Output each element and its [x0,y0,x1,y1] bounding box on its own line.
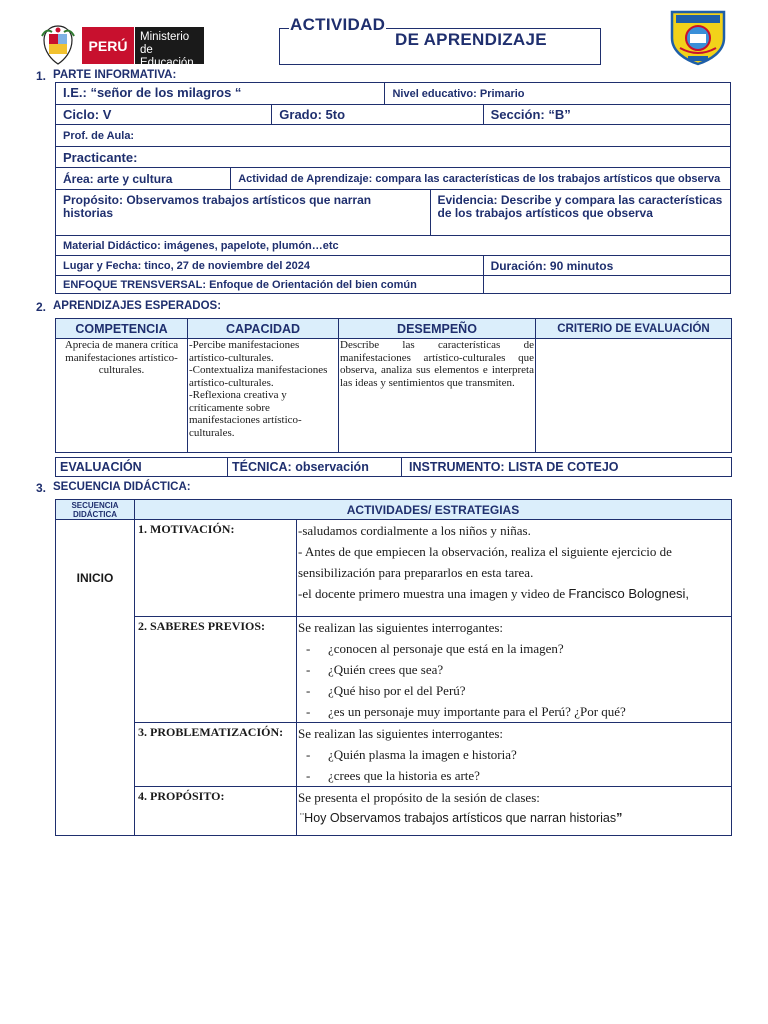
step-proposito: 4. PROPÓSITO: [135,787,297,836]
lugar-fecha-field: Lugar y Fecha: tinco, 27 de noviembre del 2024 [56,256,484,276]
content-line [298,583,730,604]
bullet-item: - ¿es un personaje muy importante para el Perú? ¿Por qué? [306,704,626,719]
capacidad-item: -Contextualiza manifestaciones artístico-culturales. [189,364,328,389]
content-line: -saludamos cordialmente a los niños y niñas. [298,523,531,538]
quote-end: ” [616,811,623,825]
evidencia-field: Evidencia: Describe y compara las características de los trabajos artísticos que observa [430,190,731,236]
ministry-line1: Ministerio de [140,31,190,56]
instrumento-field: INSTRUMENTO: LISTA DE COTEJO [402,458,732,477]
capacidad-cell [188,339,339,453]
header-competencia: COMPETENCIA [56,319,188,339]
grado-field: Grado: 5to [272,105,483,125]
section3-number: 3. [36,481,47,495]
info-table [55,82,731,294]
proposito-field: Propósito: Observamos trabajos artísticos que narran historias [56,190,431,236]
header-desempeno: DESEMPEÑO [339,319,536,339]
ciclo-field: Ciclo: V [56,105,272,125]
aprendizajes-table [55,318,732,453]
section1-number: 1. [36,69,47,83]
bullet-text: ¿Quién plasma la imagen e historia? [328,747,517,762]
ministry-line2: Educación [140,57,194,69]
duracion-field: Duración: 90 minutos [483,256,730,276]
prof-field: Prof. de Aula: [56,125,731,147]
bullet-item: - ¿conocen al personaje que está en la imagen? [306,641,564,656]
content-line-start: -el docente primero muestra una imagen y video de [298,586,569,601]
enfoque-field: ENFOQUE TRENSVERSAL: Enfoque de Orientación del bien común [56,276,484,294]
saberes-content [297,617,732,723]
section2-title: APRENDIZAJES ESPERADOS: [53,300,222,312]
header-criterio: CRITERIO DE EVALUACIÓN [536,319,732,339]
header-secuencia-line2: DIDÁCTICA [73,509,117,519]
nivel-field: Nivel educativo: Primario [385,83,731,105]
title-line1: ACTIVIDAD [290,15,386,34]
bullet-text: ¿Quién crees que sea? [328,662,444,677]
area-field: Área: arte y cultura [56,168,231,190]
ministry-logo [135,27,204,69]
section2-number: 2. [36,300,47,314]
peru-coat-of-arms-icon [40,24,76,66]
criterio-cell [536,339,732,453]
bullet-item: - ¿crees que la historia es arte? [306,768,480,783]
ie-field: I.E.: “señor de los milagros “ [56,83,385,105]
quote-text: ¨Hoy Observamos trabajos artísticos que narran historias [300,811,617,825]
motivacion-content [297,520,732,617]
content-intro: Se realizan las siguientes interrogantes: [298,620,504,635]
header-secuencia [56,500,135,520]
phase-inicio: INICIO [56,520,135,836]
header-secuencia-line1: SECUENCIA [71,500,119,510]
bullet-item: - ¿Quién plasma la imagen e historia? [306,747,517,762]
school-crest-icon [668,8,728,66]
bullet-text: ¿Qué hiso por el del Perú? [328,683,466,698]
title-line2: DE APRENDIZAJE [395,30,547,49]
material-field: Material Didáctico: imágenes, papelote, plumón…etc [56,236,731,256]
bullet-text: ¿crees que la historia es arte? [328,768,480,783]
proposito-quote [298,808,730,829]
step-motivacion: 1. MOTIVACIÓN: [135,520,297,617]
bullet-item: - ¿Qué hiso por el del Perú? [306,683,466,698]
content-line: - Antes de que empiecen la observación, realiza el siguiente ejercicio de sensibilización para prepararlos en esta tarea. [298,544,672,580]
content-intro: Se presenta el propósito de la sesión de clases: [298,790,540,805]
proposito-content [297,787,732,836]
header-capacidad: CAPACIDAD [188,319,339,339]
competencia-cell: Aprecia de manera crítica manifestaciones artístico-culturales. [56,339,188,453]
secuencia-table [55,499,732,836]
content-line-tail: Francisco Bolognesi, [568,586,690,601]
actividad-field: Actividad de Aprendizaje: compara las características de los trabajos artísticos que observa [231,168,731,190]
step-problematizacion: 3. PROBLEMATIZACIÓN: [135,723,297,787]
capacidad-item: -Percibe manifestaciones artístico-culturales. [189,339,300,364]
bullet-text: ¿es un personaje muy importante para el Perú? ¿Por qué? [328,704,626,719]
bullet-item: - ¿Quién crees que sea? [306,662,444,677]
enfoque-empty-cell [483,276,730,294]
evaluacion-table [55,457,732,477]
section3-title: SECUENCIA DIDÁCTICA: [53,481,191,493]
bullet-text: ¿conocen al personaje que está en la imagen? [328,641,564,656]
tecnica-field: TÉCNICA: observación [228,458,402,477]
capacidad-item: -Reflexiona creativa y críticamente sobre manifestaciones artístico-culturales. [189,389,302,439]
problematizacion-content [297,723,732,787]
step-saberes-previos: 2. SABERES PREVIOS: [135,617,297,723]
practicante-field: Practicante: [56,147,731,168]
peru-logo: PERÚ [82,27,134,64]
content-intro: Se realizan las siguientes interrogantes: [298,726,504,741]
seccion-field: Sección: “B” [483,105,730,125]
evaluacion-label: EVALUACIÓN [56,458,228,477]
header-actividades: ACTIVIDADES/ ESTRATEGIAS [135,500,732,520]
section1-title: PARTE INFORMATIVA: [53,69,177,81]
desempeno-cell: Describe las características de manifestaciones artístico-culturales que observa, analiza sus elementos e interpreta las ideas y sentimientos que transmiten. [339,339,536,453]
